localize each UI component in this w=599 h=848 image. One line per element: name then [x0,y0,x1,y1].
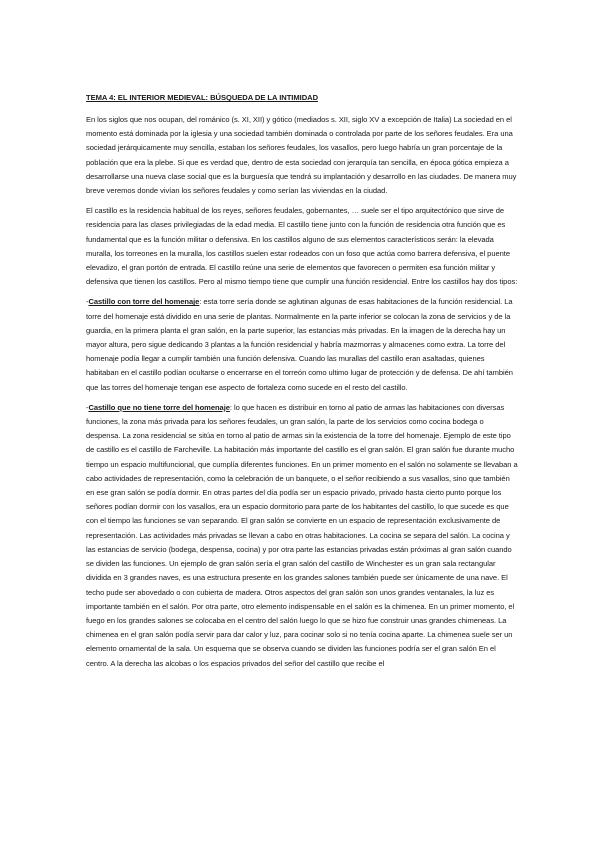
bullet-marker: - [86,402,89,412]
section-heading: Castillo que no tiene torre del homenaje [88,402,230,412]
document-title: TEMA 4: EL INTERIOR MEDIEVAL: BÚSQUEDA DE LA INTIMIDAD [86,93,319,102]
section-castle-without-keep [86,401,518,671]
section-castle-with-keep [86,295,518,394]
paragraph-castle: El castillo es la residencia habitual de los reyes, señores feudales, gobernantes, … suele ser el tipo arquitectónico que sirve de residencia para las clases privilegiadas de la edad media. El castillo tiene junto con la función de residencia otra función que es fundamental que es la función militar o defensiva. En los castillos alguno de sus elementos característicos serán: la elevada muralla, los torreones en la muralla, los castillos suelen estar rodeados con un foso que actúa como barrera defensiva, el puente elevadizo, el gran portón de entrada. El castillo reúne una serie de elementos que favorecen o permiten esa función militar y defensiva que tienen los castillos. Pero al mismo tiempo tiene que cumplir una función residencial. Entre los castillos hay dos tipos: [86,206,518,287]
section-text: : lo que hacen es distribuir en torno al patio de armas las habitaciones con diversas funciones, la zona más privada para los señores feudales, un gran salón, la parte de los servicios como cocina bodega o despensa. La zona residencial se sitúa en torno al patio de armas sin la existencia de la torre del homenaje. Ejemplo de este tipo de castillo es el castillo de Farcheville. La habitación más importante del castillo es el gran salón. El gran salón fue durante mucho tiempo un espacio multifuncional, que cumplía diferentes funciones. En un primer momento en el salón no solamente se llevaban a cabo actividades de representación, como la celebración de un banquete, o el señor recibiendo a sus vasallos, sino que también en ese gran salón se podía dormir. En otras partes del día podía ser un espacio privado, privado hasta cierto punto porque los señores podían dormir con los vasallos, era un espacio dormitorio para parte de los habitantes del castillo, lo que sucede es que con el tiempo las funciones se van separando. El gran salón se convierte en un espacio de representación exclusivamente de representación. Las actividades más privadas se llevan a cabo en otras habitaciones. La cocina se separa del salón. La cocina y las estancias de servicio (bodega, despensa, cocina) y por otra parte las estancias privadas están próximas al gran salón cuando se dividen las funciones. Un ejemplo de gran salón sería el gran salón del castillo de Winchester es un gran sala rectangular dividida en 3 grandes naves, es una estructura presente en los grandes salones también puede ser únicamente de una nave. El techo pude ser abovedado o con cubierta de madera. Otros aspectos del gran salón son unos grandes ventanales, la luz es importante también en el salón. Por otra parte, otro elemento indispensable en el salón es la chimenea. En un primer momento, el fuego en los grandes salones se colocaba en el centro del salón luego lo que se hizo fue construir unas grandes chimeneas. La chimenea en el gran salón podía servir para dar calor y luz, para cocinar solo si no tenía cocina aparte. La chimenea suele ser un elemento ornamental de la sala. Un esquema que se observa cuando se dividen las funciones podría ser el gran salón En el centro. A la derecha las alcobas o los espacios privados del señor del castillo que recibe el [86,402,518,668]
section-text: : esta torre sería donde se aglutinan algunas de esas habitaciones de la función residencial. La torre del homenaje está dividido en una serie de plantas. Normalmente en la parte inferior se colocan la zona de servicios y de la guardia, en la primera planta el gran salón, en la parte superior, las estancias más privadas. En la imagen de la derecha hay un mayor altura, pero sigue dedicando 3 plantas a la función residencial y habría mazmorras y almacenes como extra. La torre del homenaje podía llegar a cumplir también una función defensiva. Cuando las murallas del castillo eran asaltadas, quienes habitaban en el castillo podían ocultarse o encerrarse en el torreón como ultimo lugar de protección y de defensa. De ahí también que las torres del homenaje tengan ese aspecto de fortaleza como sucede en el resto del castillo. [86,297,513,392]
paragraph-intro: En los siglos que nos ocupan, del románico (s. XI, XII) y gótico (mediados s. XII, siglo XV a excepción de Italia) La sociedad en el momento está dominada por la iglesia y una sociedad también dominada o controlada por parte de los señores feudales. Era una sociedad jerárquicamente muy sencilla, estaban los señores feudales, los vasallos, pero luego habría un gran porcentaje de la población que era la plebe. Si que es verdad que, dentro de esta sociedad con jerarquía tan sencilla, en época gótica empieza a desarrollarse una nueva clase social que es la burguesía que tendrá su implantación y desarrollo en las ciudades. De manera muy breve veremos donde vivían los señores feudales y como serían las viviendas en la ciudad. [86,115,517,196]
section-heading: Castillo con torre del homenaje [88,297,200,307]
document-body [86,92,518,677]
bullet-marker: - [86,297,89,307]
